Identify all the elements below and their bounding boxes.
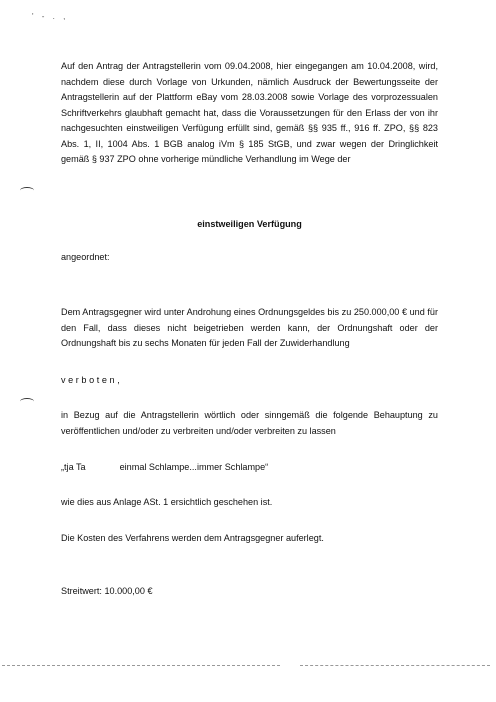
verboten-text: verboten, <box>61 375 123 385</box>
quote-start: „tja Ta <box>61 462 86 472</box>
punch-hole-mark-bottom <box>20 398 34 405</box>
punch-hole-mark-top <box>20 187 34 194</box>
streitwert-line: Streitwert: 10.000,00 € <box>61 586 153 596</box>
anlage-line: wie dies aus Anlage ASt. 1 ersichtlich geschehen ist. <box>61 497 273 507</box>
kosten-line: Die Kosten des Verfahrens werden dem Antragsgegner auferlegt. <box>61 533 324 543</box>
scan-corner-mark: ' - . , <box>32 12 69 21</box>
intro-paragraph: Auf den Antrag der Antragstellerin vom 09.04.2008, hier eingegangen am 10.04.2008, wird, nachdem diese durch Vorlage von Urkunden, nämlich Ausdruck der Bewertungsseite der Antragstellerin auf der Plattform eBay vom 28.03.2008 sowie Vorlage des vorprozessualen Schriftverkehrs glaubhaft gemacht hat, dass die Voraussetzungen für den Erlass der von ihr nachgesuchten einstweiligen Verfügung erfüllt sind, gemäß §§ 935 ff., 916 ff. ZPO, §§ 823 Abs. 1, II, 1004 Abs. 1 BGB analog iVm § 185 StGB, und zwar wegen der Dringlichkeit gemäß § 937 ZPO ohne vorherige mündliche Verhandlung im Wege der <box>61 61 438 164</box>
prohibition-paragraph: Dem Antragsgegner wird unter Androhung eines Ordnungsgeldes bis zu 250.000,00 € und für den Fall, dass dieses nicht beigetrieben werden kann, der Ordnungshaft oder der Ordnungshaft bis zu sechs Monaten für jeden Fall der Zuwiderhandlung <box>61 307 438 348</box>
heading-einstweilige-verfuegung: einstweiligen Verfügung <box>197 219 302 229</box>
reference-paragraph: in Bezug auf die Antragstellerin wörtlich oder sinngemäß die folgende Behauptung zu veröffentlichen und/oder zu verbreiten und/oder verbreiten zu lassen <box>61 410 438 436</box>
quote-end: einmal Schlampe...immer Schlampe“ <box>119 462 269 472</box>
angeordnet-label: angeordnet: <box>61 252 110 262</box>
page-fold-line-left <box>2 665 280 666</box>
page-fold-line-right <box>300 665 490 666</box>
quoted-statement <box>61 460 438 476</box>
